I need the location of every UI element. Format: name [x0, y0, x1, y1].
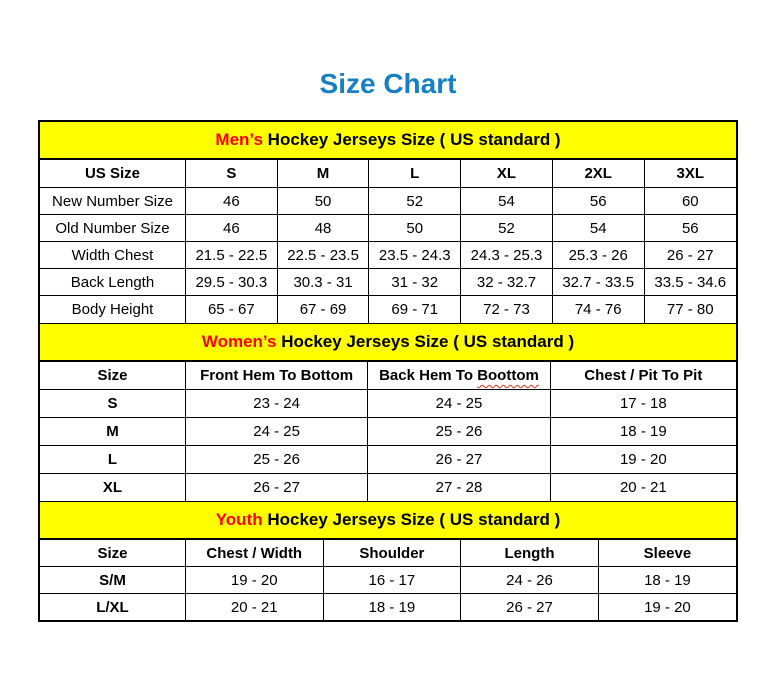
size-cell: 16 - 17 — [323, 567, 461, 594]
size-cell: 32.7 - 33.5 — [552, 269, 644, 296]
size-cell: 56 — [552, 188, 644, 215]
size-cell: 25 - 26 — [185, 446, 367, 474]
row-label: Back Length — [40, 269, 185, 296]
size-cell: 18 - 19 — [550, 418, 736, 446]
misspelled-word: Boottom — [477, 367, 539, 384]
size-cell: 65 - 67 — [185, 296, 277, 324]
column-header: L — [369, 160, 461, 188]
row-label: L — [40, 446, 185, 474]
table-row — [40, 188, 736, 215]
row-label: Old Number Size — [40, 215, 185, 242]
size-cell: 17 - 18 — [550, 390, 736, 418]
mens-header-row — [40, 160, 736, 188]
size-cell: 52 — [461, 215, 553, 242]
size-chart — [38, 120, 738, 622]
size-cell: 26 - 27 — [185, 474, 367, 502]
column-header: Front Hem To Bottom — [185, 362, 367, 390]
mens-section-header — [40, 122, 736, 160]
size-cell: 18 - 19 — [323, 594, 461, 621]
size-cell: 18 - 19 — [598, 567, 736, 594]
size-cell: 23.5 - 24.3 — [369, 242, 461, 269]
size-cell: 60 — [644, 188, 736, 215]
size-cell: 24 - 25 — [368, 390, 550, 418]
size-cell: 32 - 32.7 — [461, 269, 553, 296]
row-label: XL — [40, 474, 185, 502]
size-cell: 30.3 - 31 — [277, 269, 369, 296]
column-header: Chest / Pit To Pit — [550, 362, 736, 390]
table-row — [40, 418, 736, 446]
row-label: Width Chest — [40, 242, 185, 269]
size-cell: 25.3 - 26 — [552, 242, 644, 269]
table-row — [40, 594, 736, 621]
table-row — [40, 446, 736, 474]
row-label: M — [40, 418, 185, 446]
mens-section-highlight: Men’s — [215, 130, 263, 149]
youth-section-title: Hockey Jerseys Size ( US standard ) — [262, 510, 561, 529]
womens-section-title: Hockey Jerseys Size ( US standard ) — [276, 332, 575, 351]
size-cell: 46 — [185, 188, 277, 215]
size-cell: 23 - 24 — [185, 390, 367, 418]
size-cell: 74 - 76 — [552, 296, 644, 324]
size-cell: 72 - 73 — [461, 296, 553, 324]
size-cell: 50 — [277, 188, 369, 215]
youth-section-header — [40, 502, 736, 540]
column-header — [368, 362, 550, 390]
size-cell: 26 - 27 — [461, 594, 599, 621]
column-header: Sleeve — [598, 540, 736, 567]
size-cell: 67 - 69 — [277, 296, 369, 324]
womens-size-table — [40, 362, 736, 502]
size-cell: 26 - 27 — [644, 242, 736, 269]
column-header: S — [185, 160, 277, 188]
column-header: M — [277, 160, 369, 188]
table-row — [40, 296, 736, 324]
table-row — [40, 242, 736, 269]
size-cell: 52 — [369, 188, 461, 215]
size-cell: 24.3 - 25.3 — [461, 242, 553, 269]
row-label: New Number Size — [40, 188, 185, 215]
size-cell: 33.5 - 34.6 — [644, 269, 736, 296]
table-row — [40, 269, 736, 296]
column-header: Shoulder — [323, 540, 461, 567]
column-header: US Size — [40, 160, 185, 188]
size-cell: 48 — [277, 215, 369, 242]
size-cell: 20 - 21 — [185, 594, 323, 621]
column-header: Length — [461, 540, 599, 567]
size-cell: 29.5 - 30.3 — [185, 269, 277, 296]
size-cell: 77 - 80 — [644, 296, 736, 324]
size-cell: 24 - 25 — [185, 418, 367, 446]
size-cell: 56 — [644, 215, 736, 242]
mens-section-title: Hockey Jerseys Size ( US standard ) — [262, 130, 561, 149]
column-header: 2XL — [552, 160, 644, 188]
row-label: S — [40, 390, 185, 418]
size-cell: 27 - 28 — [368, 474, 550, 502]
size-cell: 46 — [185, 215, 277, 242]
size-cell: 19 - 20 — [598, 594, 736, 621]
size-cell: 26 - 27 — [368, 446, 550, 474]
youth-header-row — [40, 540, 736, 567]
size-cell: 69 - 71 — [369, 296, 461, 324]
size-cell: 24 - 26 — [461, 567, 599, 594]
column-header-text: Back Hem To — [379, 367, 478, 384]
column-header: 3XL — [644, 160, 736, 188]
page-title: Size Chart — [319, 68, 457, 99]
row-label: L/XL — [40, 594, 185, 621]
table-row — [40, 567, 736, 594]
table-row — [40, 474, 736, 502]
size-cell: 20 - 21 — [550, 474, 736, 502]
youth-size-table — [40, 540, 736, 620]
column-header: XL — [461, 160, 553, 188]
youth-section-highlight: Youth — [215, 510, 263, 529]
row-label: S/M — [40, 567, 185, 594]
size-cell: 19 - 20 — [550, 446, 736, 474]
size-cell: 19 - 20 — [185, 567, 323, 594]
womens-header-row — [40, 362, 736, 390]
size-cell: 50 — [369, 215, 461, 242]
size-cell: 21.5 - 22.5 — [185, 242, 277, 269]
column-header: Size — [40, 540, 185, 567]
size-cell: 54 — [461, 188, 553, 215]
table-row — [40, 215, 736, 242]
womens-section-highlight: Women’s — [201, 332, 277, 351]
table-row — [40, 390, 736, 418]
womens-section-header — [40, 324, 736, 362]
row-label: Body Height — [40, 296, 185, 324]
column-header: Size — [40, 362, 185, 390]
mens-size-table — [40, 160, 736, 324]
column-header: Chest / Width — [185, 540, 323, 567]
size-cell: 54 — [552, 215, 644, 242]
size-cell: 31 - 32 — [369, 269, 461, 296]
size-cell: 25 - 26 — [368, 418, 550, 446]
size-cell: 22.5 - 23.5 — [277, 242, 369, 269]
